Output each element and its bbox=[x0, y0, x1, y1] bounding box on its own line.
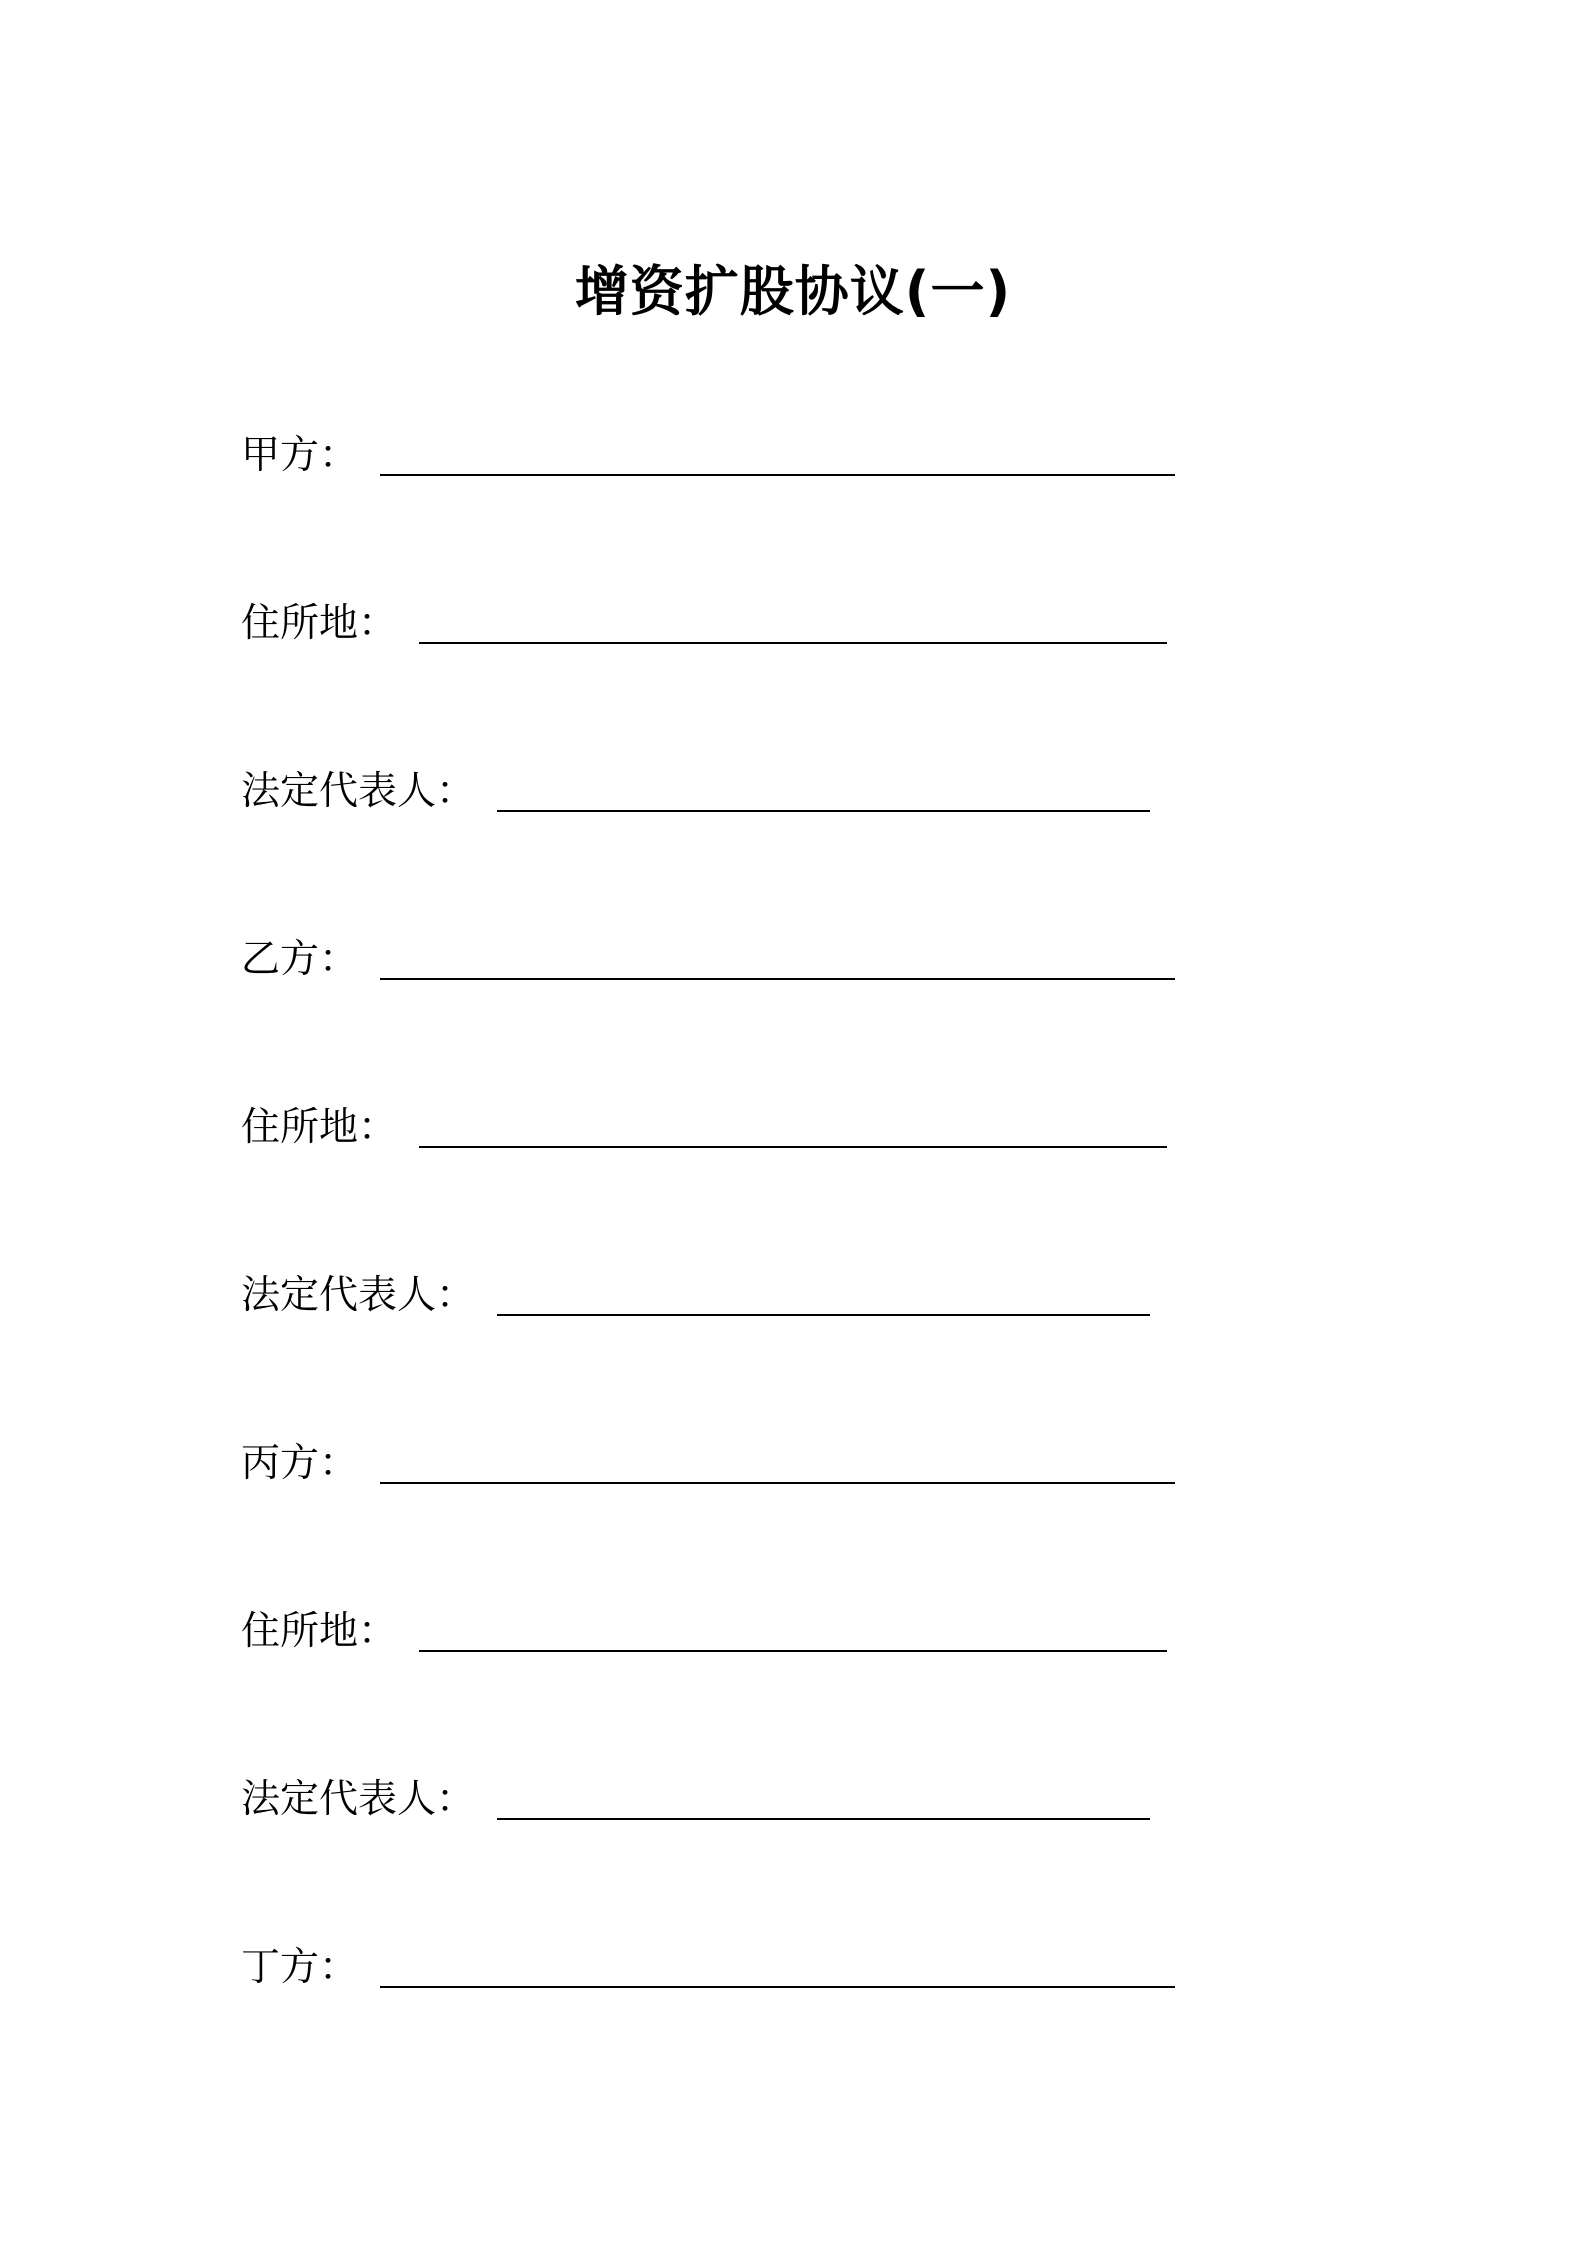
party-c-address-field bbox=[241, 1590, 1167, 1660]
party-b-address-blank-line bbox=[419, 1146, 1167, 1148]
party-c-address-label: 住所地： bbox=[241, 1609, 398, 1654]
party-d-blank-line bbox=[380, 1986, 1175, 1988]
party-a-address-label: 住所地： bbox=[241, 601, 398, 646]
party-a-label: 甲方： bbox=[241, 433, 359, 478]
party-a-representative-label: 法定代表人： bbox=[241, 769, 476, 814]
party-b-address-field bbox=[241, 1086, 1167, 1156]
party-a-representative-blank-line bbox=[497, 810, 1150, 812]
party-b-representative-blank-line bbox=[497, 1314, 1150, 1316]
party-b-blank-line bbox=[380, 978, 1175, 980]
party-c-blank-line bbox=[380, 1482, 1175, 1484]
party-c-address-blank-line bbox=[419, 1650, 1167, 1652]
party-a-blank-line bbox=[380, 474, 1175, 476]
party-b-field bbox=[241, 918, 1175, 988]
party-c-representative-label: 法定代表人： bbox=[241, 1777, 476, 1822]
party-c-representative-blank-line bbox=[497, 1818, 1150, 1820]
party-a-field bbox=[241, 414, 1175, 484]
party-c-label: 丙方： bbox=[241, 1441, 359, 1486]
party-b-label: 乙方： bbox=[241, 937, 359, 982]
party-d-label: 丁方： bbox=[241, 1945, 359, 1990]
party-a-address-field bbox=[241, 582, 1167, 652]
party-b-representative-field bbox=[241, 1254, 1150, 1324]
party-b-address-label: 住所地： bbox=[241, 1105, 398, 1150]
party-c-representative-field bbox=[241, 1758, 1150, 1828]
party-d-field bbox=[241, 1926, 1175, 1996]
party-a-representative-field bbox=[241, 750, 1150, 820]
party-c-field bbox=[241, 1422, 1175, 1492]
document-title: 增资扩股协议(一) bbox=[574, 260, 1012, 323]
party-b-representative-label: 法定代表人： bbox=[241, 1273, 476, 1318]
party-a-address-blank-line bbox=[419, 642, 1167, 644]
